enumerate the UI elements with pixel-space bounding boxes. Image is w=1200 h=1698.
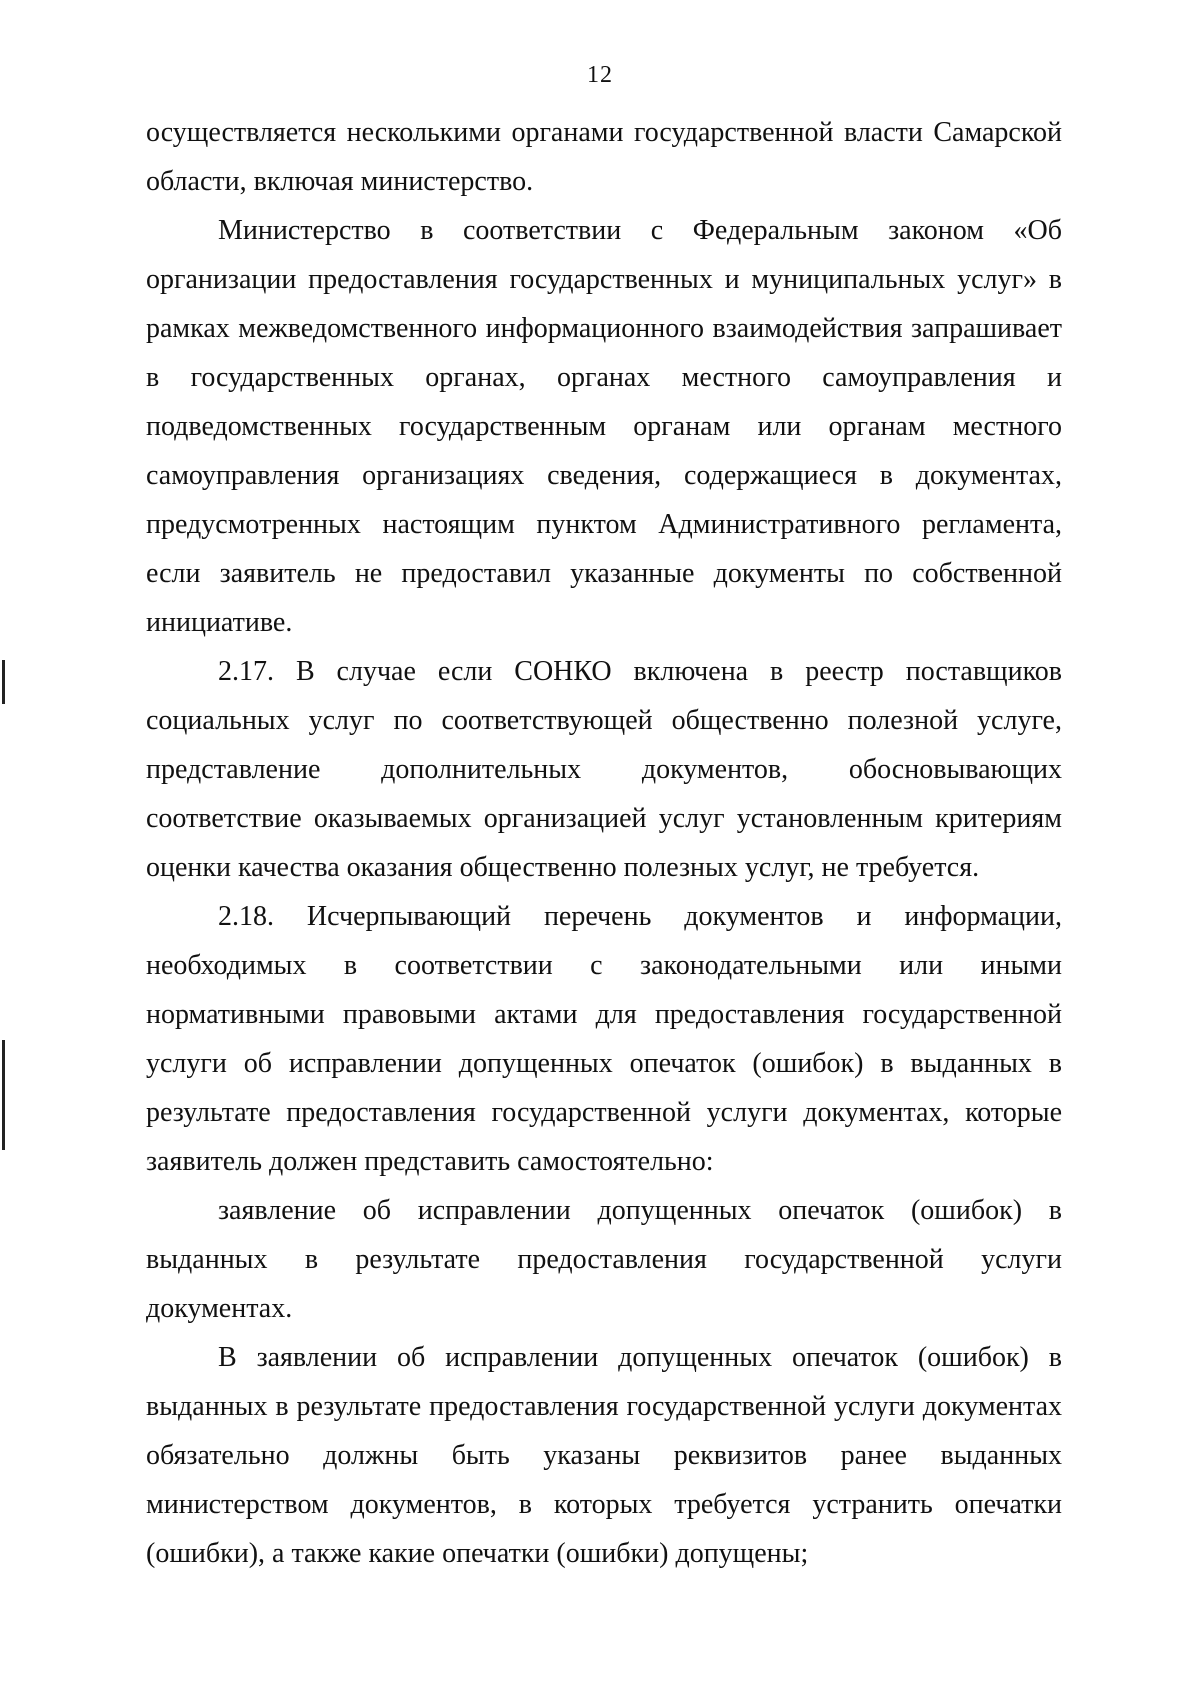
paragraph-2-18: 2.18. Исчерпывающий перечень документов и информации, необходимых в соответствии с законодательными или иными нормативными правовыми актами для предоставления государственной услуги об исправлении допущенных опечаток (ошибок) в выданных в результате предоставления государственной услуги документах, которые заявитель должен представить самостоятельно:	[146, 901, 1062, 1177]
scan-edge-mark	[2, 1040, 5, 1150]
page-number: 12	[587, 62, 613, 88]
paragraph-continuation: осуществляется несколькими органами государственной власти Самарской области, включая министерство.	[146, 117, 1062, 197]
paragraph-application-details: В заявлении об исправлении допущенных опечаток (ошибок) в выданных в результате предоставления государственной услуги документах обязательно должны быть указаны реквизитов ранее выданных министерством документов, в которых требуется устранить опечатки (ошибки), а также какие опечатки (ошибки) допущены;	[146, 1342, 1062, 1569]
document-body	[146, 108, 1062, 1578]
scan-edge-mark	[2, 660, 5, 704]
paragraph-2-17: 2.17. В случае если СОНКО включена в реестр поставщиков социальных услуг по соответствующей общественно полезной услуге, представление дополнительных документов, обосновывающих соответствие оказываемых организацией услуг установленным критериям оценки качества оказания общественно полезных услуг, не требуется.	[146, 656, 1062, 883]
paragraph-ministry-requests: Министерство в соответствии с Федеральным законом «Об организации предоставления государственных и муниципальных услуг» в рамках межведомственного информационного взаимодействия запрашивает в государственных органах, органах местного самоуправления и подведомственных государственным органам или органам местного самоуправления организациях сведения, содержащиеся в документах, предусмотренных настоящим пунктом Административного регламента, если заявитель не предоставил указанные документы по собственной инициативе.	[146, 215, 1062, 638]
paragraph-application-item: заявление об исправлении допущенных опечаток (ошибок) в выданных в результате предоставления государственной услуги документах.	[146, 1195, 1062, 1324]
